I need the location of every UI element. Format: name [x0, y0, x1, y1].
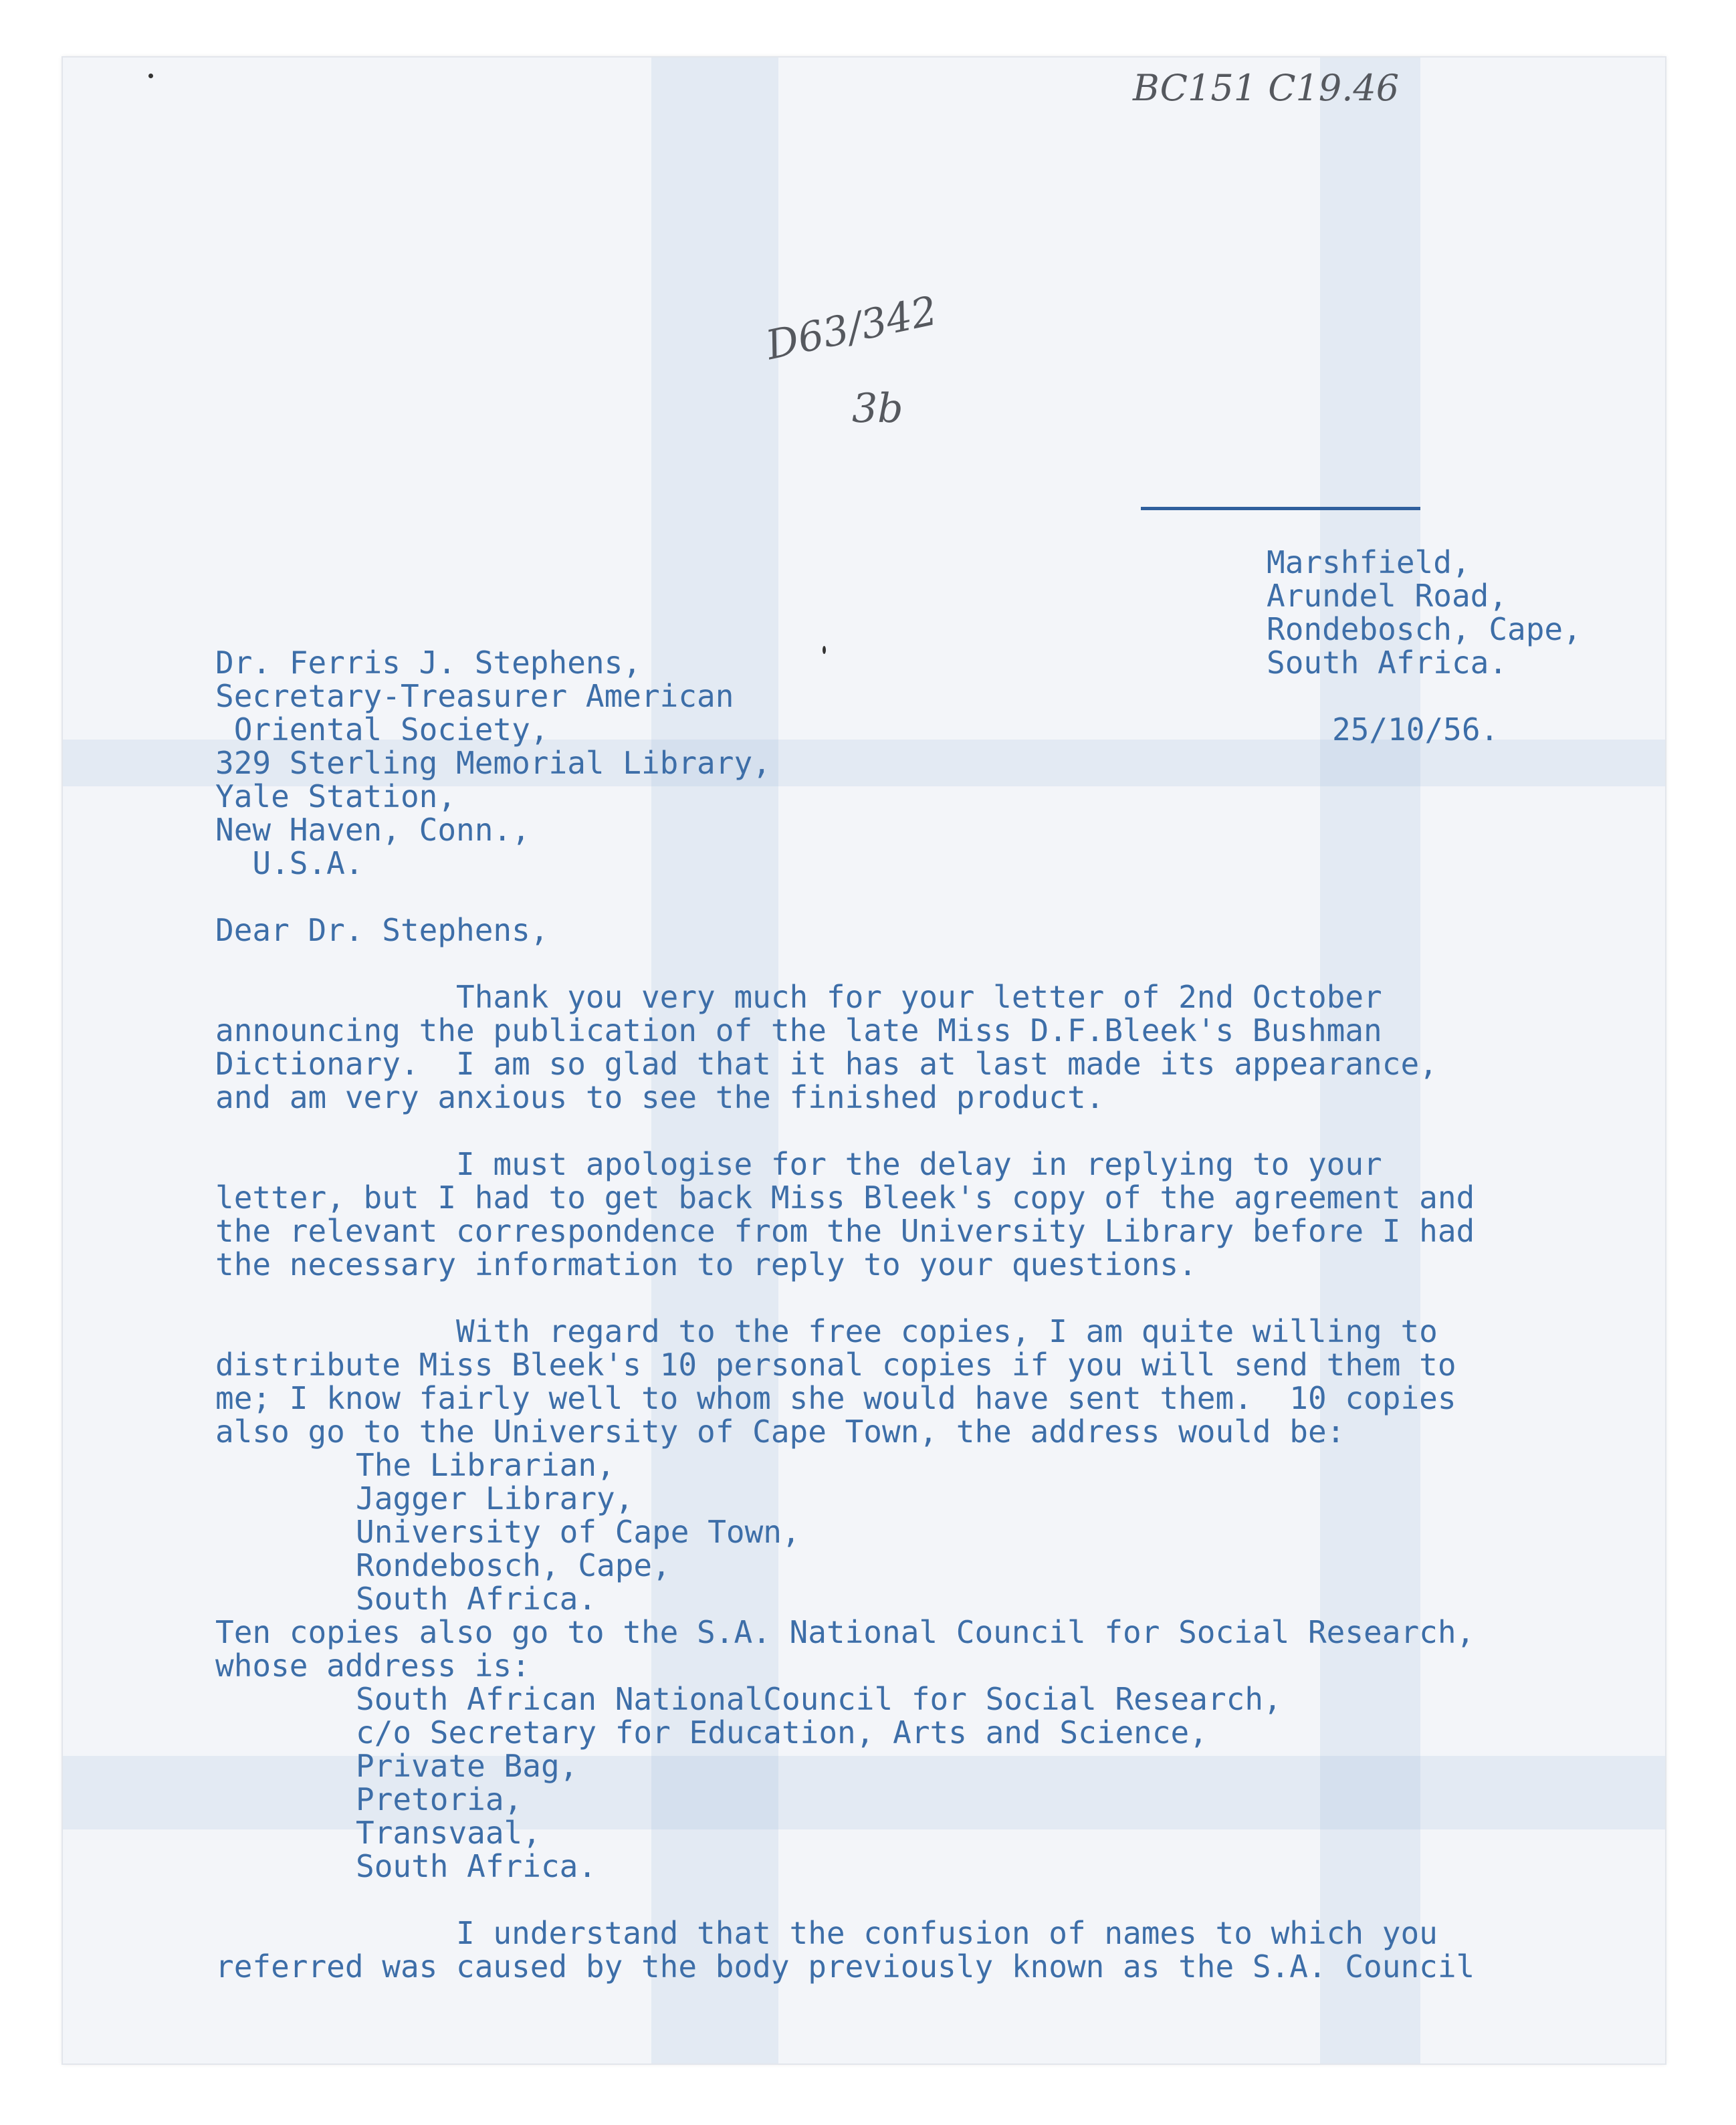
- paragraph-line: distribute Miss Bleek's 10 personal copies if you will send them to: [215, 1347, 1456, 1383]
- paragraph-line: I understand that the confusion of names to which you: [215, 1915, 1438, 1951]
- uct-address-line: Jagger Library,: [356, 1480, 634, 1517]
- paragraph-line: Ten copies also go to the S.A. National Council for Social Research,: [215, 1614, 1475, 1650]
- recipient-address-line: 329 Sterling Memorial Library,: [215, 745, 771, 781]
- uct-address-line: University of Cape Town,: [356, 1514, 800, 1550]
- recipient-address-line: New Haven, Conn.,: [215, 812, 530, 848]
- paragraph-line: the relevant correspondence from the University Library before I had: [215, 1213, 1475, 1249]
- letter-page: [62, 56, 1666, 2065]
- paragraph-line: Dictionary. I am so glad that it has at last made its appearance,: [215, 1046, 1438, 1082]
- uct-address-line: South Africa.: [356, 1581, 597, 1617]
- paragraph-line: me; I know fairly well to whom she would have sent them. 10 copies: [215, 1380, 1456, 1416]
- recipient-address-line: Oriental Society,: [215, 711, 549, 748]
- folio-sub: 3b: [852, 385, 903, 432]
- council-address-line: Pretoria,: [356, 1781, 523, 1817]
- sender-address-line: Rondebosch, Cape,: [1267, 611, 1582, 647]
- paragraph-line: Thank you very much for your letter of 2nd October: [215, 979, 1382, 1015]
- paragraph-line: With regard to the free copies, I am quite willing to: [215, 1313, 1438, 1349]
- council-address-line: c/o Secretary for Education, Arts and Science,: [356, 1714, 1208, 1751]
- council-address-line: Private Bag,: [356, 1748, 578, 1784]
- paragraph-line: announcing the publication of the late Miss D.F.Bleek's Bushman: [215, 1012, 1382, 1048]
- council-address-line: Transvaal,: [356, 1815, 541, 1851]
- uct-address-line: The Librarian,: [356, 1447, 615, 1483]
- paragraph-line: whose address is:: [215, 1648, 530, 1684]
- sender-address-line: South Africa.: [1267, 645, 1508, 681]
- paragraph-line: also go to the University of Cape Town, the address would be:: [215, 1414, 1345, 1450]
- paragraph-line: and am very anxious to see the finished product.: [215, 1079, 1105, 1115]
- council-address-line: South African NationalCouncil for Social Research,: [356, 1681, 1282, 1717]
- paragraph-line: the necessary information to reply to your questions.: [215, 1246, 1197, 1282]
- sender-address-line: Arundel Road,: [1267, 578, 1508, 614]
- paragraph-line: letter, but I had to get back Miss Bleek's copy of the agreement and: [215, 1180, 1475, 1216]
- letter-date: 25/10/56.: [1332, 711, 1499, 748]
- recipient-address-line: Yale Station,: [215, 778, 457, 814]
- uct-address-line: Rondebosch, Cape,: [356, 1547, 671, 1583]
- recipient-address-line: Secretary-Treasurer American: [215, 678, 734, 714]
- recipient-address-line: U.S.A.: [215, 845, 364, 881]
- typed-body: [63, 58, 1665, 2063]
- recipient-address-line: Dr. Ferris J. Stephens,: [215, 645, 641, 681]
- council-address-line: South Africa.: [356, 1848, 597, 1884]
- sender-address-line: Marshfield,: [1267, 544, 1471, 580]
- paragraph-line: I must apologise for the delay in replying to your: [215, 1146, 1382, 1182]
- salutation: Dear Dr. Stephens,: [215, 912, 549, 948]
- paragraph-line: referred was caused by the body previously known as the S.A. Council: [215, 1948, 1475, 1985]
- folio-ref: D63/342: [762, 287, 942, 370]
- catalogue-ref: BC151 C19.46: [1133, 67, 1400, 109]
